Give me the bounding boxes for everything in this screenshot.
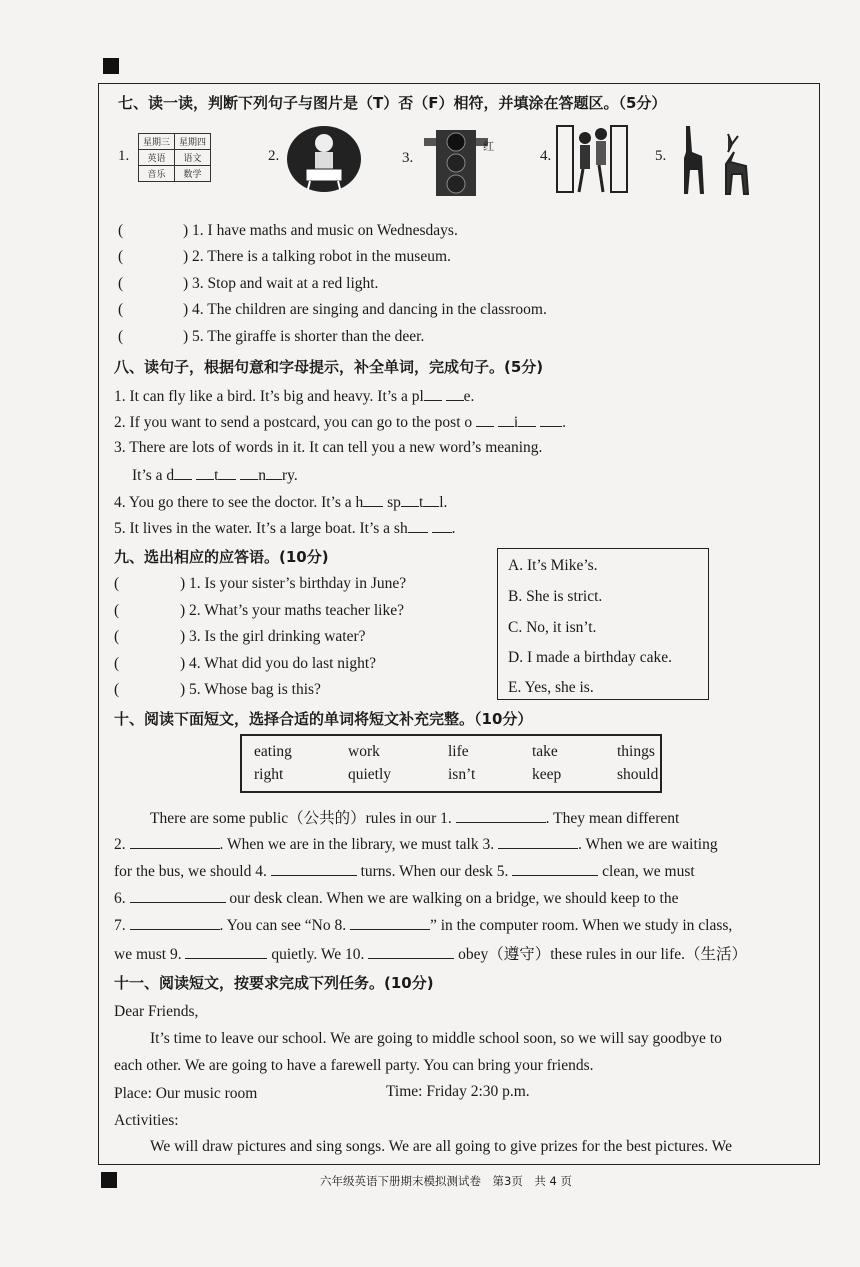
answer-paren: ( [118,301,124,318]
option-c: C. No, it isn’t. [508,619,597,636]
sec8-question-4: 4. You go there to see the doctor. It’s a h sp t l. [114,494,448,511]
picture-number-1: 1. [118,148,130,164]
party-place: Place: Our music room [114,1085,258,1102]
schedule-cell: 星期三 [139,134,175,150]
activities-label: Activities: [114,1112,179,1129]
passage-line-3: for the bus, we should 4. turns. When our desk 5. clean, we must [114,863,695,880]
sec9-item-5: ) 5. Whose bag is this? [180,681,321,698]
schedule-cell: 英语 [139,150,175,166]
word-item: take [532,743,558,760]
option-d: D. I made a birthday cake. [508,649,672,666]
passage-line-2: 2. . When we are in the library, we must talk 3. . When we are waiting [114,836,718,853]
schedule-cell: 语文 [175,150,211,166]
schedule-table [138,133,211,182]
word-item: isn’t [448,766,476,783]
sec9-item-1: ) 1. Is your sister’s birthday in June? [180,575,407,592]
word-item: eating [254,743,292,760]
children-dancing-picture [555,120,629,196]
word-item: work [348,743,380,760]
sec7-item-2: ) 2. There is a talking robot in the museum. [183,248,451,265]
answer-paren: ( [114,655,120,672]
sec7-item-3: ) 3. Stop and wait at a red light. [183,275,379,292]
section-7-heading: 七、读一读，判断下列句子与图片是（T）否（F）相符，并填涂在答题区。（5分） [118,94,667,112]
answer-options-box [497,548,709,700]
traffic-light-picture [420,126,496,198]
answer-paren: ( [114,602,120,619]
picture-number-4: 4. [540,148,552,164]
robot-picture [286,125,362,193]
sec7-item-1: ) 1. I have maths and music on Wednesdays. [183,222,458,239]
registration-mark-top [103,58,119,74]
word-item: right [254,766,284,783]
sec7-item-5: ) 5. The giraffe is shorter than the deer. [183,328,425,345]
section-8-heading: 八、读句子，根据句意和字母提示，补全单词，完成句子。(5分) [114,358,544,376]
sec8-question-3: 3. There are lots of words in it. It can tell you a new word’s meaning. [114,439,543,456]
letter-salutation: Dear Friends, [114,1003,199,1020]
picture-number-2: 2. [268,148,280,164]
section-11-heading: 十一、阅读短文，按要求完成下列任务。(10分) [114,974,434,992]
letter-paragraph-2: We will draw pictures and sing songs. We are all going to give prizes for the best pictures. We [150,1138,732,1155]
sec8-question-3-answer: It’s a d t n ry. [132,467,298,484]
sec7-item-4: ) 4. The children are singing and dancing in the classroom. [183,301,547,318]
letter-paragraph-1: It’s time to leave our school. We are going to middle school soon, so we will say goodbye to [150,1030,722,1047]
option-e: E. Yes, she is. [508,679,594,696]
sec8-question-1: 1. It can fly like a bird. It’s big and heavy. It’s a pl e. [114,388,475,405]
answer-paren: ( [118,328,124,345]
picture-number-3: 3. [402,150,414,166]
sec9-item-2: ) 2. What’s your maths teacher like? [180,602,404,619]
answer-paren: ( [118,222,124,239]
picture-number-5: 5. [655,148,667,164]
sec8-question-2: 2. If you want to send a postcard, you can go to the post o i . [114,414,566,431]
word-item: things [617,743,655,760]
passage-line-5: 7. . You can see “No 8. ” in the computer room. When we study in class, [114,917,733,934]
letter-paragraph-1-cont: each other. We are going to have a farewell party. You can bring your friends. [114,1057,594,1074]
sec9-item-4: ) 4. What did you do last night? [180,655,377,672]
word-item: should [617,766,659,783]
page-footer: 六年级英语下册期末模拟测试卷 第3页 共 4 页 [320,1174,572,1188]
word-item: keep [532,766,562,783]
word-bank [240,734,662,793]
page-frame [98,83,820,1165]
answer-paren: ( [114,575,120,592]
option-a: A. It’s Mike’s. [508,557,598,574]
answer-paren: ( [114,628,120,645]
word-item: quietly [348,766,392,783]
word-item: life [448,743,469,760]
schedule-cell: 数学 [175,166,211,182]
option-b: B. She is strict. [508,588,603,605]
passage-line-6: we must 9. quietly. We 10. obey（遵守）these rules in our life.（生活） [114,946,747,963]
answer-paren: ( [118,248,124,265]
party-time: Time: Friday 2:30 p.m. [386,1083,530,1100]
passage-line-1: There are some public（公共的）rules in our 1. . They mean different [150,810,680,827]
schedule-cell: 星期四 [175,134,211,150]
answer-paren: ( [118,275,124,292]
giraffe-deer-picture [672,122,752,196]
schedule-cell: 音乐 [139,166,175,182]
registration-mark-bottom [101,1172,117,1188]
section-10-heading: 十、阅读下面短文，选择合适的单词将短文补充完整。（10分） [114,710,533,728]
traffic-light-label: 红 [483,140,494,153]
sec9-item-3: ) 3. Is the girl drinking water? [180,628,366,645]
section-9-heading: 九、选出相应的应答语。(10分) [114,548,329,566]
sec8-question-5: 5. It lives in the water. It’s a large boat. It’s a sh . [114,520,456,537]
answer-paren: ( [114,681,120,698]
passage-line-4: 6. our desk clean. When we are walking on a bridge, we should keep to the [114,890,679,907]
